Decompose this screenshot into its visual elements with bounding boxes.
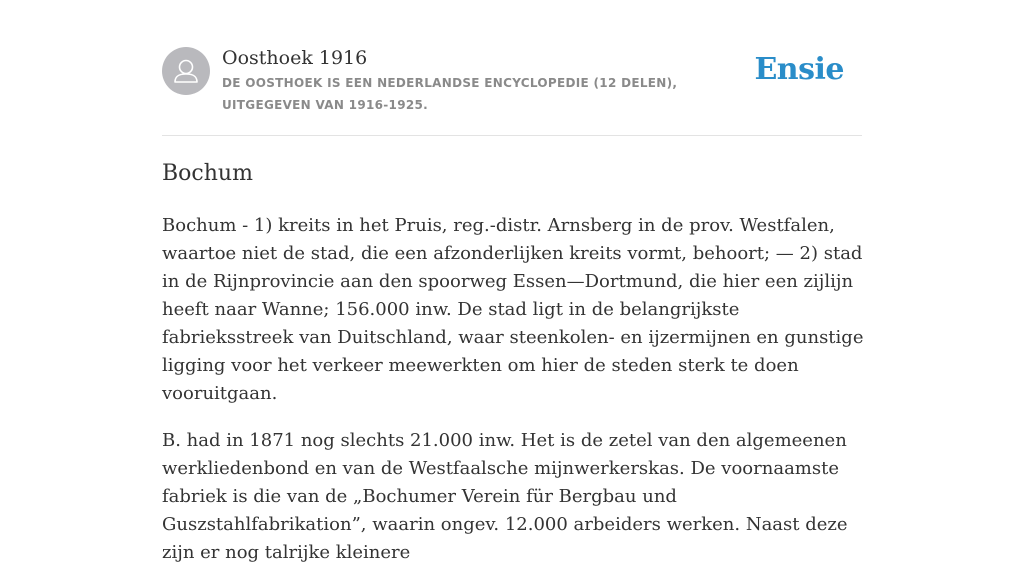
- source-description: DE OOSTHOEK IS EEN NEDERLANDSE ENCYCLOPEDIE (12 DELEN), UITGEGEVEN VAN 1916-1925.: [222, 76, 678, 112]
- article-paragraph: Bochum - 1) kreits in het Pruis, reg.-distr. Arnsberg in de prov. Westfalen, waartoe niet de stad, die een afzonderlijken kreits vormt, behoort; — 2) stad in de Rijnprovincie aan den spoorweg Essen—Dortmund, die hier een zijlijn heeft naar Wanne; 156.000 inw. De stad ligt in de belangrijkste fabrieksstreek van Duitschland, waar steenkolen- en ijzermijnen en gunstige ligging voor het verkeer meewerkten om hier de steden sterk te doen vooruitgaan.: [162, 215, 864, 404]
- source-title[interactable]: Oosthoek 1916: [222, 47, 368, 69]
- article-title: Bochum: [162, 161, 253, 186]
- article-body: [162, 212, 867, 586]
- brand-logo[interactable]: Ensie: [754, 52, 844, 87]
- user-icon: [162, 47, 210, 95]
- divider: [162, 135, 862, 136]
- avatar[interactable]: [162, 47, 210, 95]
- source-header: [162, 46, 862, 116]
- article-paragraph: B. had in 1871 nog slechts 21.000 inw. Het is de zetel van den algemeenen werkliedenbond en van de Westfaalsche mijnwerkerskas. De voornaamste fabriek is die van de „Bochumer Verein für Bergbau und Guszstahlfabrikation”, waarin ongev. 12.000 arbeiders werken. Naast deze zijn er nog talrijke kleinere: [162, 430, 848, 563]
